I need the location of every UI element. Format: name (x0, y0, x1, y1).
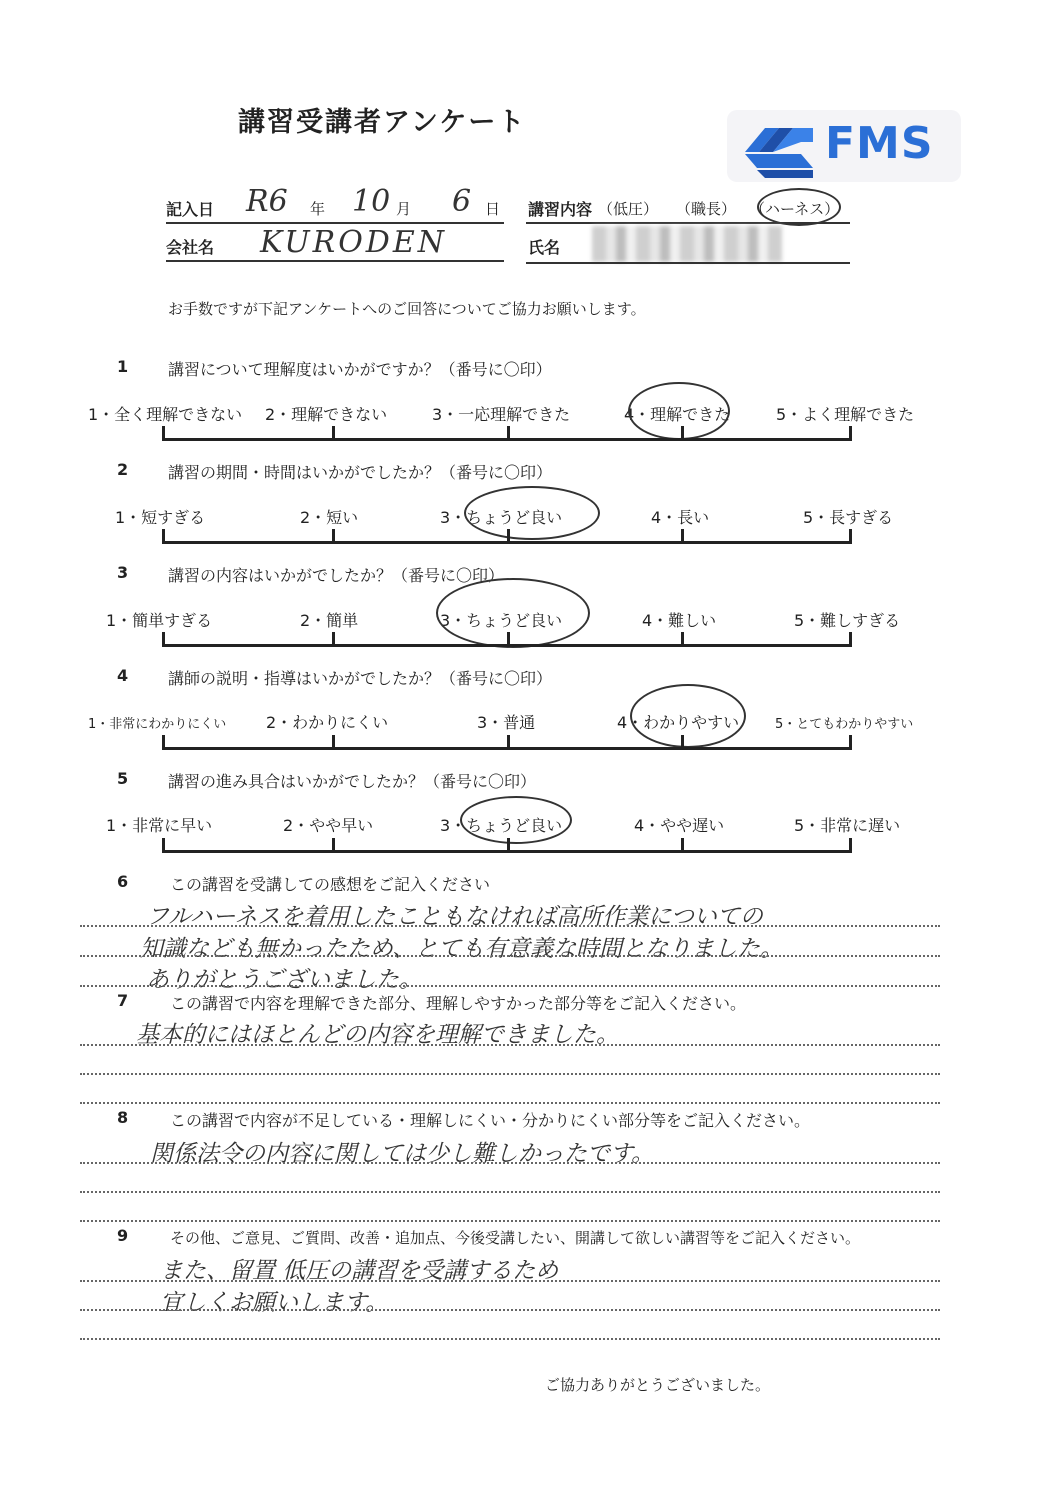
q4-option-4[interactable]: 4・わかりやすい (617, 713, 740, 732)
q5-tick (162, 838, 165, 852)
q1-text: 講習について理解度はいかがですか？（番号に〇印） (168, 360, 552, 379)
q5-tick (849, 838, 852, 852)
q4-tick (681, 735, 684, 749)
q4-option-2[interactable]: 2・わかりにくい (266, 713, 389, 732)
q1-tick (507, 426, 510, 440)
era-year-value: R6 (246, 184, 288, 219)
course-harness-circle (757, 188, 841, 226)
q6-answer-line (80, 985, 940, 987)
q7-answer-line (80, 1073, 940, 1075)
course-label: 講習内容 (528, 200, 593, 219)
q9-number: 9 (117, 1226, 129, 1245)
q3-option-2[interactable]: 2・簡単 (300, 611, 359, 630)
fms-logo-text: FMS (825, 118, 934, 169)
q3-tick (332, 632, 335, 646)
company-underline (166, 260, 504, 262)
intro-text: お手数ですが下記アンケートへのご回答についてご協力お願いします。 (168, 300, 646, 318)
q2-text: 講習の期間・時間はいかがでしたか？（番号に〇印） (168, 463, 553, 482)
q2-option-2[interactable]: 2・短い (300, 508, 359, 527)
q5-tick (507, 838, 510, 852)
day-value: 6 (452, 184, 472, 219)
q7-answer-line (80, 1102, 940, 1104)
q2-number: 2 (117, 460, 129, 479)
q4-number: 4 (117, 666, 129, 685)
year-unit: 年 (310, 200, 326, 218)
q3-option-1[interactable]: 1・簡単すぎる (106, 611, 213, 630)
fms-logo-icon (735, 114, 821, 180)
q4-text: 講師の説明・指導はいかがでしたか？（番号に〇印） (168, 669, 553, 688)
q1-tick (162, 426, 165, 440)
q6-number: 6 (117, 872, 129, 891)
q8-number: 8 (117, 1108, 129, 1127)
q3-number: 3 (117, 563, 129, 582)
q6-answer-line-2: 知識なども無かったため、とても有意義な時間となりました。 (140, 936, 784, 962)
name-underline (526, 262, 850, 264)
q2-option-3[interactable]: 3・ちょうど良い (440, 508, 563, 527)
q8-text: この講習で内容が不足している・理解しにくい・分かりにくい部分等をご記入ください。 (170, 1111, 811, 1130)
q3-tick (849, 632, 852, 646)
q4-tick (507, 735, 510, 749)
q1-option-4[interactable]: 4・理解できた (624, 405, 731, 424)
page-title: 講習受講者アンケート (238, 107, 527, 138)
q3-option-4[interactable]: 4・難しい (642, 611, 717, 630)
name-label: 氏名 (528, 238, 561, 257)
q9-text: その他、ご意見、ご質問、改善・追加点、今後受講したい、開講して欲しい講習等をご記入ください。 (170, 1229, 861, 1247)
q6-answer-line-1: フルハーネスを着用したこともなければ高所作業についての (146, 904, 763, 930)
q4-option-1[interactable]: 1・非常にわかりにくい (88, 717, 227, 732)
q2-option-4[interactable]: 4・長い (651, 508, 710, 527)
q3-tick (507, 632, 510, 646)
date-label: 記入日 (166, 200, 215, 219)
q2-tick (332, 529, 335, 543)
q1-tick (681, 426, 684, 440)
month-value: 10 (352, 184, 391, 219)
q9-answer-line (80, 1309, 940, 1311)
q7-number: 7 (117, 991, 129, 1010)
course-option-harness: （ハーネス） (750, 200, 840, 218)
q1-number: 1 (117, 357, 129, 376)
q4-option-5[interactable]: 5・とてもわかりやすい (775, 717, 914, 732)
q8-answer-line-1: 関係法令の内容に関しては少し難しかったです。 (150, 1141, 655, 1167)
q2-tick (849, 529, 852, 543)
q2-tick (507, 529, 510, 543)
q8-answer-line (80, 1191, 940, 1193)
month-unit: 月 (396, 200, 412, 218)
q9-answer-line-1: また、留置 低圧の講習を受講するため (160, 1258, 559, 1284)
q4-option-3[interactable]: 3・普通 (477, 713, 536, 732)
company-value: KURODEN (260, 225, 448, 260)
q2-option-1[interactable]: 1・短すぎる (115, 508, 206, 527)
day-unit: 日 (485, 200, 501, 218)
q3-text: 講習の内容はいかがでしたか？（番号に〇印） (168, 566, 505, 585)
course-option-foreman: （職長） (676, 200, 737, 218)
q3-option-3[interactable]: 3・ちょうど良い (440, 611, 563, 630)
q4-tick (162, 735, 165, 749)
q9-answer-line (80, 1338, 940, 1340)
q1-option-2[interactable]: 2・理解できない (265, 405, 388, 424)
q9-answer-line (80, 1280, 940, 1282)
q6-text: この講習を受講しての感想をご記入ください (170, 875, 491, 894)
q5-text: 講習の進み具合はいかがでしたか？（番号に〇印） (168, 772, 537, 791)
q5-option-2[interactable]: 2・やや早い (283, 816, 374, 835)
q5-option-3[interactable]: 3・ちょうど良い (440, 816, 563, 835)
q5-tick (681, 838, 684, 852)
company-label: 会社名 (166, 238, 215, 257)
course-underline (526, 222, 850, 224)
q5-option-4[interactable]: 4・やや遅い (634, 816, 725, 835)
q1-option-5[interactable]: 5・よく理解できた (776, 405, 915, 424)
q5-number: 5 (117, 769, 129, 788)
q7-answer-line (80, 1044, 940, 1046)
q6-answer-line (80, 955, 940, 957)
q3-tick (681, 632, 684, 646)
q1-tick (849, 426, 852, 440)
q8-answer-line (80, 1220, 940, 1222)
q6-answer-line-3: ありがとうございました。 (146, 967, 422, 993)
q1-option-1[interactable]: 1・全く理解できない (88, 405, 243, 424)
q4-tick (849, 735, 852, 749)
q3-option-5[interactable]: 5・難しすぎる (794, 611, 901, 630)
q2-tick (162, 529, 165, 543)
q8-answer-line (80, 1162, 940, 1164)
redacted-name (592, 226, 782, 262)
q2-tick (681, 529, 684, 543)
q1-tick (332, 426, 335, 440)
q5-tick (332, 838, 335, 852)
closing-text: ご協力ありがとうございました。 (545, 1376, 771, 1394)
q9-answer-line-2: 宜しくお願いします。 (160, 1290, 389, 1316)
q5-option-1[interactable]: 1・非常に早い (106, 816, 213, 835)
q4-tick (332, 735, 335, 749)
q5-option-5[interactable]: 5・非常に遅い (794, 816, 901, 835)
date-underline (166, 222, 504, 224)
course-option-low-voltage: （低圧） (598, 200, 659, 218)
q7-text: この講習で内容を理解できた部分、理解しやすかった部分等をご記入ください。 (170, 994, 747, 1013)
q1-option-3[interactable]: 3・一応理解できた (432, 405, 571, 424)
q3-tick (162, 632, 165, 646)
q2-option-5[interactable]: 5・長すぎる (803, 508, 894, 527)
q7-answer-line-1: 基本的にはほとんどの内容を理解できました。 (136, 1022, 619, 1048)
q6-answer-line (80, 925, 940, 927)
